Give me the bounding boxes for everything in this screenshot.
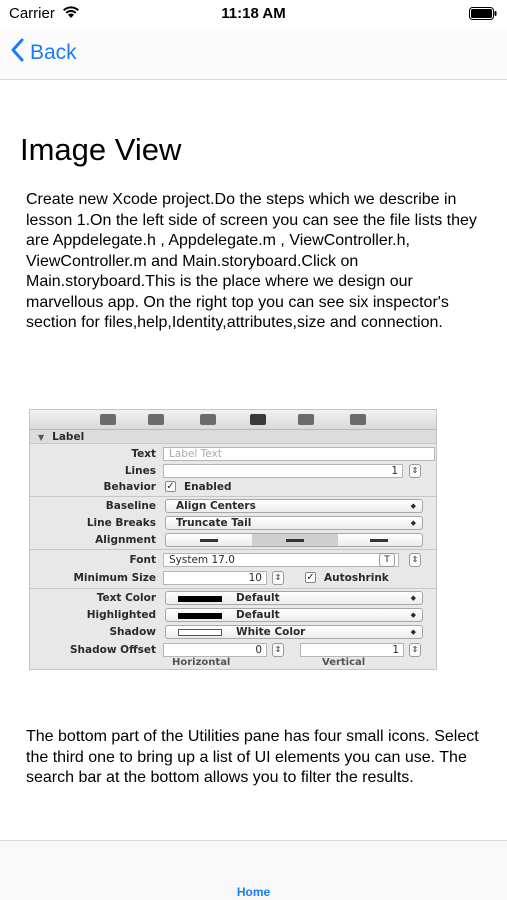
shadow-offset-sublabels — [30, 657, 436, 670]
shadow-horizontal-field: 0 — [163, 643, 267, 657]
line-breaks-popup: Truncate Tail ◆ — [165, 516, 423, 530]
shadow-vertical-stepper: ⇕ — [409, 643, 421, 657]
size-inspector-icon — [298, 414, 314, 425]
enabled-checkbox: ✓ — [166, 481, 175, 492]
identity-inspector-icon — [200, 414, 216, 425]
alignment-label: Alignment — [95, 534, 156, 546]
highlighted-popup: Default ◆ — [165, 608, 423, 622]
text-row — [30, 446, 436, 463]
back-label: Back — [30, 41, 77, 64]
lines-row — [30, 463, 436, 480]
baseline-popup: Align Centers ◆ — [165, 499, 423, 513]
font-field: System 17.0 — [163, 553, 399, 567]
vertical-label: Vertical — [322, 657, 366, 668]
back-button[interactable] — [10, 38, 77, 68]
shadow-row — [30, 624, 436, 641]
behavior-row — [30, 479, 436, 496]
minimum-size-stepper: ⇕ — [272, 571, 284, 585]
font-stepper: ⇕ — [409, 553, 421, 567]
body-paragraph: Create new Xcode project.Do the steps which we describe in lesson 1.On the left side of screen you can see the file lists they are Appdelegate.h , Appdelegate.m , ViewController.h, ViewController.m and Main.storyboard.Click on Main.storyboard.This is the place where we design our marvellous app. On the right top you can see six inspector's section for files,help,Identity,attributes,size and connection. — [26, 191, 477, 331]
inspector-section-header: ▼ Label — [30, 430, 436, 444]
navigation-bar — [0, 28, 507, 80]
text-label: Text — [131, 448, 156, 460]
quick-help-icon — [148, 414, 164, 425]
minimum-size-field: 10 — [163, 571, 267, 585]
baseline-row — [30, 498, 436, 515]
divider — [30, 496, 436, 497]
file-inspector-icon — [100, 414, 116, 425]
text-color-popup: Default ◆ — [165, 591, 423, 605]
tab-bar — [0, 840, 507, 900]
line-breaks-row — [30, 515, 436, 532]
attributes-inspector-icon — [250, 414, 266, 425]
connections-inspector-icon — [350, 414, 366, 425]
inspector-tab-strip — [30, 410, 436, 430]
minimum-size-label: Minimum Size — [73, 572, 156, 584]
divider — [30, 588, 436, 589]
shadow-vertical-field: 1 — [300, 643, 404, 657]
tab-home[interactable]: Home — [236, 885, 271, 899]
font-label: Font — [129, 554, 156, 566]
chevron-left-icon — [10, 38, 30, 68]
horizontal-label: Horizontal — [172, 657, 231, 668]
lines-label: Lines — [124, 465, 156, 477]
shadow-popup: White Color ◆ — [165, 625, 423, 639]
body-paragraph-2: The bottom part of the Utilities pane has four small icons. Select the third one to bring up a list of UI elements you can use. The search bar at the bottom allows you to filter the results. — [26, 728, 479, 786]
battery-icon — [469, 7, 497, 24]
autoshrink-checkbox: ✓ — [306, 572, 315, 583]
shadow-horizontal-stepper: ⇕ — [272, 643, 284, 657]
lines-stepper: ⇕ — [409, 464, 421, 478]
highlighted-row — [30, 607, 436, 624]
text-color-label: Text Color — [96, 592, 156, 604]
enabled-label: Enabled — [184, 481, 232, 493]
minimum-size-row — [30, 570, 436, 587]
baseline-label: Baseline — [105, 500, 156, 512]
divider — [30, 549, 436, 550]
text-field: Label Text — [163, 447, 435, 461]
attributes-inspector-image — [29, 409, 437, 670]
page-title: Image View — [20, 132, 182, 167]
lines-field: 1 — [163, 464, 403, 478]
shadow-label: Shadow — [109, 626, 156, 638]
autoshrink-label: Autoshrink — [324, 572, 389, 584]
status-bar — [0, 0, 507, 28]
font-picker-icon: T — [379, 553, 395, 567]
carrier-label: Carrier — [9, 5, 55, 22]
font-row — [30, 552, 436, 569]
status-time: 11:18 AM — [221, 5, 286, 22]
text-color-row — [30, 590, 436, 607]
shadow-offset-label: Shadow Offset — [69, 644, 156, 656]
alignment-segmented-control — [165, 533, 423, 547]
line-breaks-label: Line Breaks — [86, 517, 156, 529]
behavior-label: Behavior — [103, 481, 156, 493]
alignment-row — [30, 532, 436, 549]
highlighted-label: Highlighted — [86, 609, 156, 621]
